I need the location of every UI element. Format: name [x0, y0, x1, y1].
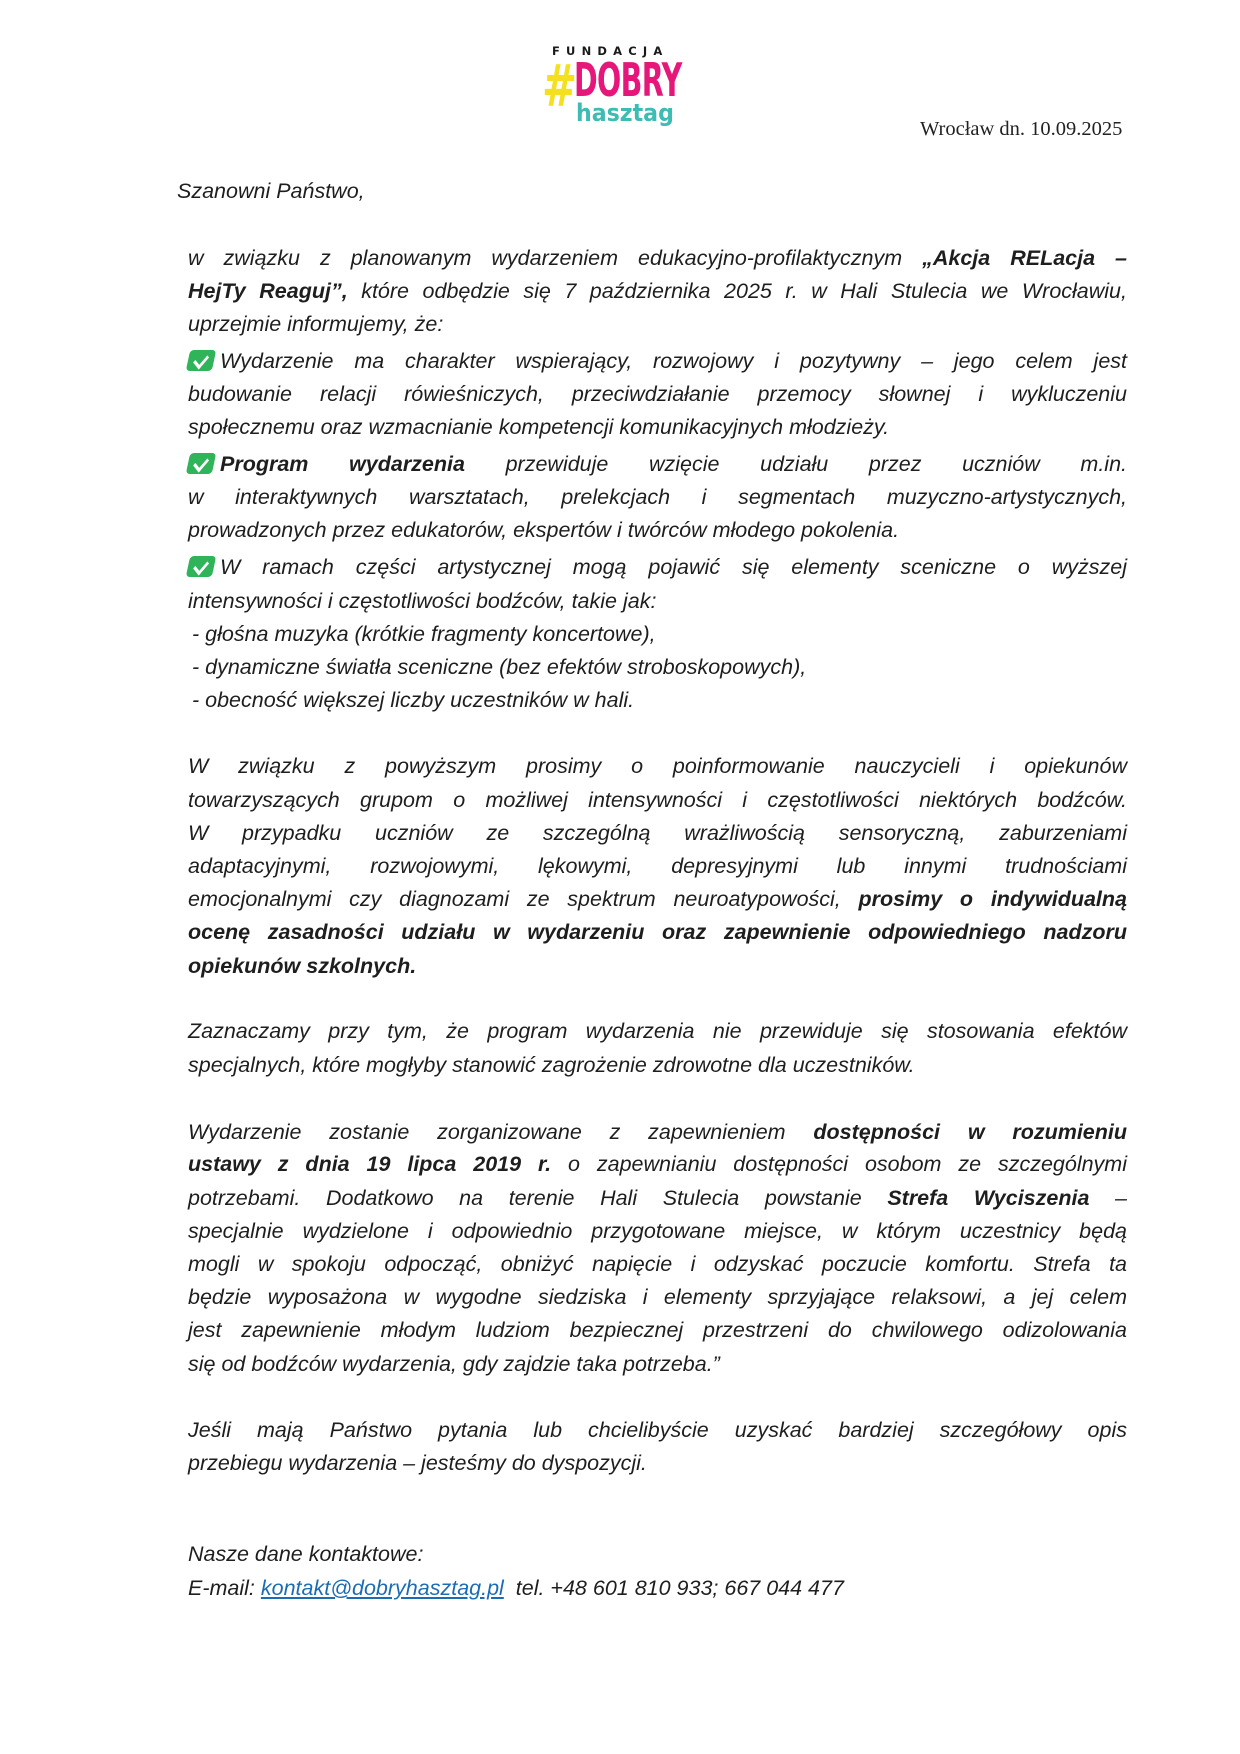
- intro-line-1: [188, 243, 1127, 273]
- sub-item-1: - głośna muzyka (krótkie fragmenty koncertowe),: [192, 622, 656, 646]
- foundation-logo: [540, 42, 690, 130]
- bullet-2-line-3: prowadzonych przez edukatorów, ekspertów i twórców młodego pokolenia.: [188, 518, 900, 542]
- contact-heading: Nasze dane kontaktowe:: [188, 1542, 424, 1566]
- logo-dobry-text: DOBRY: [574, 53, 682, 107]
- access-text: –: [1089, 1186, 1127, 1210]
- questions-line-2: przebiegu wydarzenia – jesteśmy do dyspozycji.: [188, 1451, 647, 1475]
- bullet-1-line-2: budowanie relacji rówieśniczych, przeciwdziałanie przemocy słownej i wykluczeniu: [188, 382, 1127, 406]
- contact-line: [188, 1573, 1127, 1603]
- place-date: Wrocław dn. 10.09.2025: [920, 118, 1123, 140]
- effects-line-1: Zaznaczamy przy tym, że program wydarzenia nie przewiduje się stosowania efektów: [188, 1019, 1127, 1043]
- request-line-4: adaptacyjnymi, rozwojowymi, lękowymi, depresyjnymi lub innymi trudnościami: [188, 854, 1127, 878]
- request-line-1: W związku z powyższym prosimy o poinformowanie nauczycieli i opiekunów: [188, 754, 1127, 778]
- access-line-7: jest zapewnienie młodym ludziom bezpiecznej przestrzeni do chwilowego odizolowania: [188, 1318, 1127, 1342]
- request-line-7: opiekunów szkolnych.: [188, 954, 417, 978]
- access-bold: ustawy z dnia 19 lipca 2019 r.: [188, 1152, 552, 1176]
- access-line-3: [188, 1183, 1127, 1213]
- intro-line-3: uprzejmie informujemy, że:: [188, 312, 444, 336]
- event-name-cont: HejTy Reaguj”,: [188, 279, 348, 303]
- bullet-2-line-2: w interaktywnych warsztatach, prelekcjach i segmentach muzyczno-artystycznych,: [188, 485, 1127, 509]
- access-line-5: mogli w spokoju odpocząć, obniżyć napięcie i odzyskać poczucie komfortu. Strefa ta: [188, 1252, 1127, 1276]
- access-text: o zapewnianiu dostępności osobom ze szczególnymi: [551, 1152, 1127, 1176]
- greeting: Szanowni Państwo,: [177, 179, 365, 203]
- check-mark-icon: [186, 556, 216, 577]
- access-line-4: specjalnie wydzielone i odpowiednio przygotowane miejsce, w którym uczestnicy będą: [188, 1219, 1127, 1243]
- request-line-5: [188, 884, 1127, 914]
- bullet-2-line-1: [188, 449, 1127, 479]
- bullet-1-line-1: [188, 346, 1127, 376]
- quiet-zone-name: Strefa Wyciszenia: [887, 1186, 1090, 1210]
- email-label: E-mail:: [188, 1576, 261, 1600]
- event-name: „Akcja RELacja –: [922, 246, 1128, 270]
- logo-fundacja-text: FUNDACJA: [552, 44, 669, 58]
- check-mark-icon: [186, 453, 216, 474]
- bullet-text: przewiduje wzięcie udziału przez uczniów m.in.: [464, 452, 1128, 476]
- email-link[interactable]: kontakt@dobryhasztag.pl: [260, 1576, 504, 1600]
- access-line-8: się od bodźców wydarzenia, gdy zajdzie taka potrzeba.”: [188, 1352, 720, 1376]
- bullet-text: W ramach części artystycznej mogą pojawić się elementy sceniczne o wyższej: [220, 555, 1127, 579]
- access-line-6: będzie wyposażona w wygodne siedziska i elementy sprzyjające relaksowi, a jej celem: [188, 1285, 1127, 1309]
- questions-line-1: Jeśli mają Państwo pytania lub chcielibyście uzyskać bardziej szczegółowy opis: [188, 1418, 1127, 1442]
- access-text: Wydarzenie zostanie zorganizowane z zapewnieniem: [188, 1120, 814, 1144]
- request-line-6: ocenę zasadności udziału w wydarzeniu oraz zapewnienie odpowiedniego nadzoru: [188, 920, 1127, 944]
- intro-text: które odbędzie się 7 października 2025 r. w Hali Stulecia we Wrocławiu,: [347, 279, 1127, 303]
- bullet-text: Wydarzenie ma charakter wspierający, rozwojowy i pozytywny – jego celem jest: [220, 349, 1127, 373]
- phone-numbers: tel. +48 601 810 933; 667 044 477: [503, 1576, 844, 1600]
- bullet-3-line-1: [188, 552, 1127, 582]
- effects-line-2: specjalnych, które mogłyby stanowić zagrożenie zdrowotne dla uczestników.: [188, 1053, 915, 1077]
- intro-text: w związku z planowanym wydarzeniem edukacyjno-profilaktycznym: [188, 246, 923, 270]
- logo-hasztag-text: hasztag: [576, 99, 674, 127]
- intro-line-2: [188, 276, 1127, 306]
- bullet-bold-lead: Program wydarzenia: [220, 452, 465, 476]
- access-line-2: [188, 1149, 1127, 1179]
- bullet-3-line-2: intensywności i częstotliwości bodźców, takie jak:: [188, 589, 657, 613]
- check-mark-icon: [186, 350, 216, 371]
- request-line-2: towarzyszących grupom o możliwej intensywności i częstotliwości niektórych bodźców.: [188, 788, 1127, 812]
- access-text: potrzebami. Dodatkowo na terenie Hali Stulecia powstanie: [188, 1186, 888, 1210]
- access-bold: dostępności w rozumieniu: [813, 1120, 1128, 1144]
- request-text: emocjonalnymi czy diagnozami ze spektrum neuroatypowości,: [188, 887, 859, 911]
- sub-item-3: - obecność większej liczby uczestników w hali.: [192, 688, 635, 712]
- logo-hash-symbol: #: [542, 52, 577, 120]
- sub-item-2: - dynamiczne światła sceniczne (bez efektów stroboskopowych),: [192, 655, 807, 679]
- request-line-3: W przypadku uczniów ze szczególną wrażliwością sensoryczną, zaburzeniami: [188, 821, 1127, 845]
- request-bold: prosimy o indywidualną: [858, 887, 1127, 911]
- access-line-1: [188, 1117, 1127, 1147]
- bullet-1-line-3: społecznemu oraz wzmacnianie kompetencji komunikacyjnych młodzieży.: [188, 415, 890, 439]
